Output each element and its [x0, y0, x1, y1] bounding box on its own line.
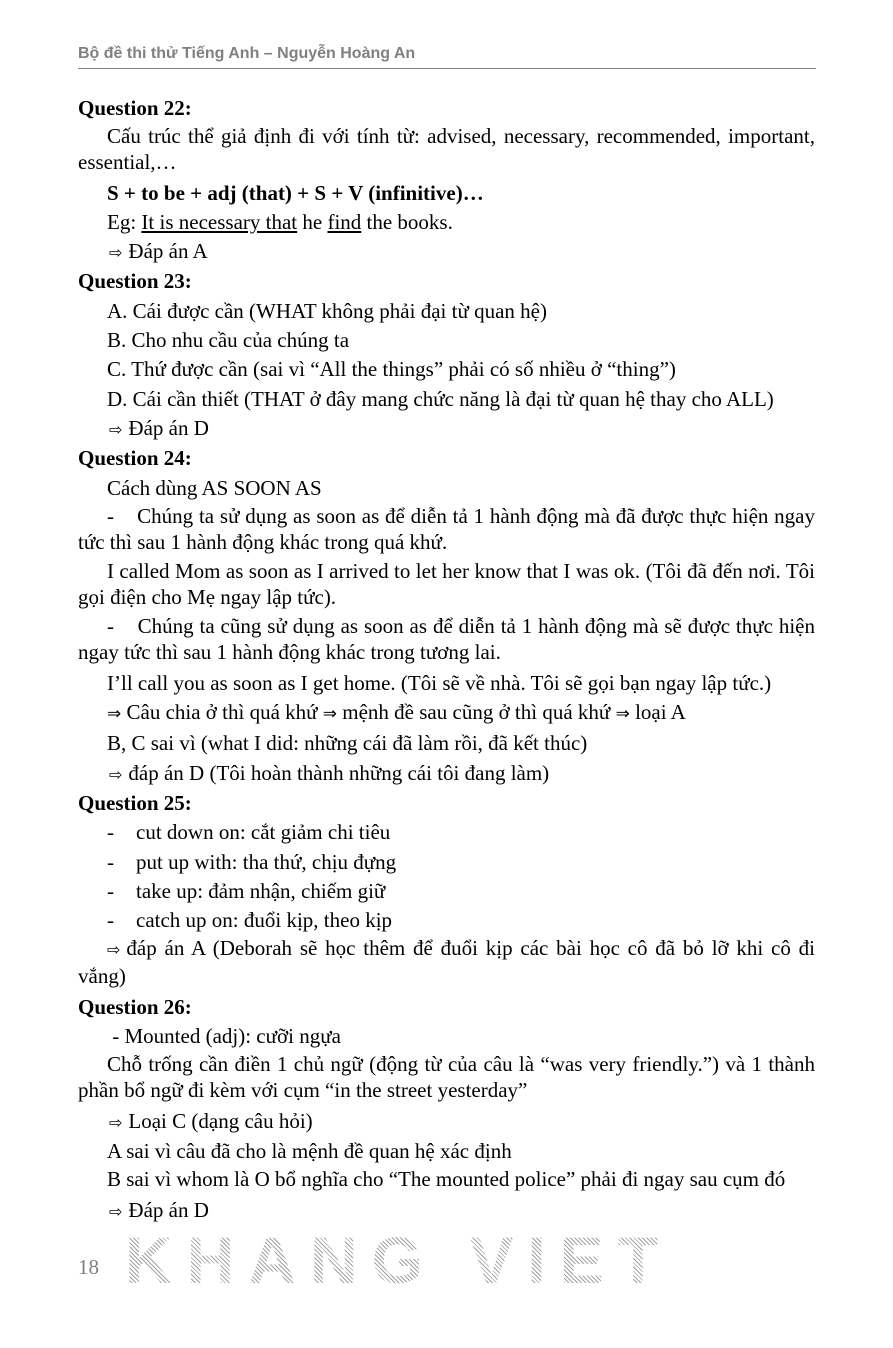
- impl-text: loại A: [629, 700, 686, 725]
- dash: -: [107, 820, 114, 845]
- q23-option: A. Cái được cần (WHAT không phải đại từ quan hệ): [107, 298, 547, 323]
- item-text: catch up on: đuổi kịp, theo kịp: [136, 908, 393, 933]
- eg-underlined-verb: find: [327, 209, 362, 234]
- q25-item: [78, 848, 815, 877]
- eg-underlined: It is necessary that: [141, 209, 298, 234]
- eg-text: he: [297, 209, 328, 234]
- dash: -: [107, 614, 138, 639]
- question-26-title: Question 26:: [78, 994, 192, 1019]
- question-23-title: Question 23:: [78, 269, 192, 294]
- eg-text: the books.: [361, 209, 453, 234]
- arrow-right-icon: ⇨: [109, 764, 123, 784]
- q26-answer: [78, 1196, 815, 1226]
- q26-eliminate-c: [78, 1107, 815, 1137]
- answer-text: đáp án D (Tôi hoàn thành những cái tôi đang làm): [128, 760, 550, 785]
- dash: -: [107, 849, 114, 874]
- q24-example: I’ll call you as soon as I get home. (Tôi sẽ về nhà. Tôi sẽ gọi bạn ngay lập tức.): [107, 670, 772, 695]
- dash: -: [107, 1024, 125, 1049]
- q22-paragraph: Cấu trúc thể giả định đi với tính từ: advised, necessary, recommended, important, essential,…: [78, 124, 815, 175]
- arrow-right-icon: ⇨: [109, 419, 123, 439]
- q24-implication: [78, 698, 815, 729]
- dash: -: [107, 878, 114, 903]
- q24-bc-note: B, C sai vì (what I did: những cái đã làm rồi, đã kết thúc): [107, 731, 588, 756]
- dash: -: [107, 908, 114, 933]
- item-text: Mounted (adj): cưỡi ngựa: [124, 1024, 341, 1049]
- arrow-right-icon: ⇨: [109, 243, 123, 263]
- question-24-title: Question 24:: [78, 446, 192, 471]
- q23-option: C. Thứ được cần (sai vì “All the things” phải có số nhiều ở “thing”): [107, 357, 676, 382]
- q22-example: [78, 208, 815, 237]
- page-content: [78, 94, 815, 1226]
- note-text: Loại C (dạng câu hỏi): [128, 1108, 313, 1133]
- q23-option: B. Cho nhu cầu của chúng ta: [107, 328, 350, 353]
- q24-bullet: [78, 613, 815, 665]
- impl-text: mệnh đề sau cũng ở thì quá khứ: [337, 700, 616, 725]
- implies-icon: ⇒: [322, 704, 338, 725]
- arrow-right-icon: ⇨: [107, 940, 121, 960]
- answer-text: đáp án A (Deborah sẽ học thêm để đuổi kịp các bài học cô đã bỏ lỡ khi cô đi vắng): [78, 936, 815, 989]
- question-22-title: Question 22:: [78, 96, 192, 120]
- arrow-right-icon: ⇨: [109, 1112, 123, 1132]
- arrow-right-icon: ⇨: [109, 1201, 123, 1221]
- q26-item: [78, 1022, 815, 1051]
- q25-item: [78, 877, 815, 906]
- answer-text: Đáp án D: [128, 415, 209, 440]
- q23-option: D. Cái cần thiết (THAT ở đây mang chức năng là đại từ quan hệ thay cho ALL): [107, 386, 774, 411]
- q24-example: I called Mom as soon as I arrived to let her know that I was ok. (Tôi đã đến nơi. Tôi gọi điện cho Mẹ ngay lập tức).: [78, 559, 815, 610]
- q26-note-b: B sai vì whom là O bổ nghĩa cho “The mounted police” phải đi ngay sau cụm đó: [107, 1167, 786, 1192]
- bullet-text: Chúng ta sử dụng as soon as để diễn tả 1 hành động mà đã được thực hiện ngay tức thì sau 1 hành động khác trong quá khứ.: [78, 503, 815, 554]
- q23-answer: [78, 414, 815, 444]
- running-header: Bộ đề thi thử Tiếng Anh – Nguyễn Hoàng An: [78, 45, 416, 62]
- question-25-title: Question 25:: [78, 790, 192, 815]
- bullet-text: Chúng ta cũng sử dụng as soon as để diễn tả 1 hành động mà sẽ được thực hiện ngay tức thì sau 1 hành động khác trong tương lai.: [78, 614, 815, 665]
- q25-item: [78, 906, 815, 935]
- q24-bullet: [78, 503, 815, 555]
- impl-text: Câu chia ở thì quá khứ: [121, 700, 323, 725]
- page-number: 18: [78, 1255, 99, 1279]
- implies-icon: ⇒: [615, 704, 630, 725]
- q22-formula: S + to be + adj (that) + S + V (infinitive)…: [107, 180, 484, 205]
- dash: -: [107, 503, 138, 528]
- answer-text: Đáp án D: [128, 1197, 209, 1222]
- q25-item: [78, 818, 815, 847]
- q26-paragraph: Chỗ trống cần điền 1 chủ ngữ (động từ của câu là “was very friendly.”) và 1 thành phần bổ ngữ đi kèm với cụm “in the street yesterday”: [78, 1052, 815, 1103]
- implies-icon: ⇒: [107, 704, 122, 725]
- header-divider: [78, 68, 816, 69]
- item-text: take up: đảm nhận, chiếm giữ: [136, 878, 386, 903]
- item-text: cut down on: cắt giảm chi tiêu: [136, 820, 391, 845]
- q25-answer: [78, 935, 815, 989]
- q22-answer: [78, 237, 815, 267]
- answer-text: Đáp án A: [128, 239, 208, 264]
- item-text: put up with: tha thứ, chịu đựng: [136, 849, 397, 874]
- watermark-logo: KHANG VIET: [125, 1223, 673, 1297]
- q26-note-a: A sai vì câu đã cho là mệnh đề quan hệ xác định: [107, 1138, 512, 1163]
- q24-answer: [78, 759, 815, 789]
- eg-label: Eg:: [107, 209, 142, 234]
- q24-intro: Cách dùng AS SOON AS: [107, 475, 322, 500]
